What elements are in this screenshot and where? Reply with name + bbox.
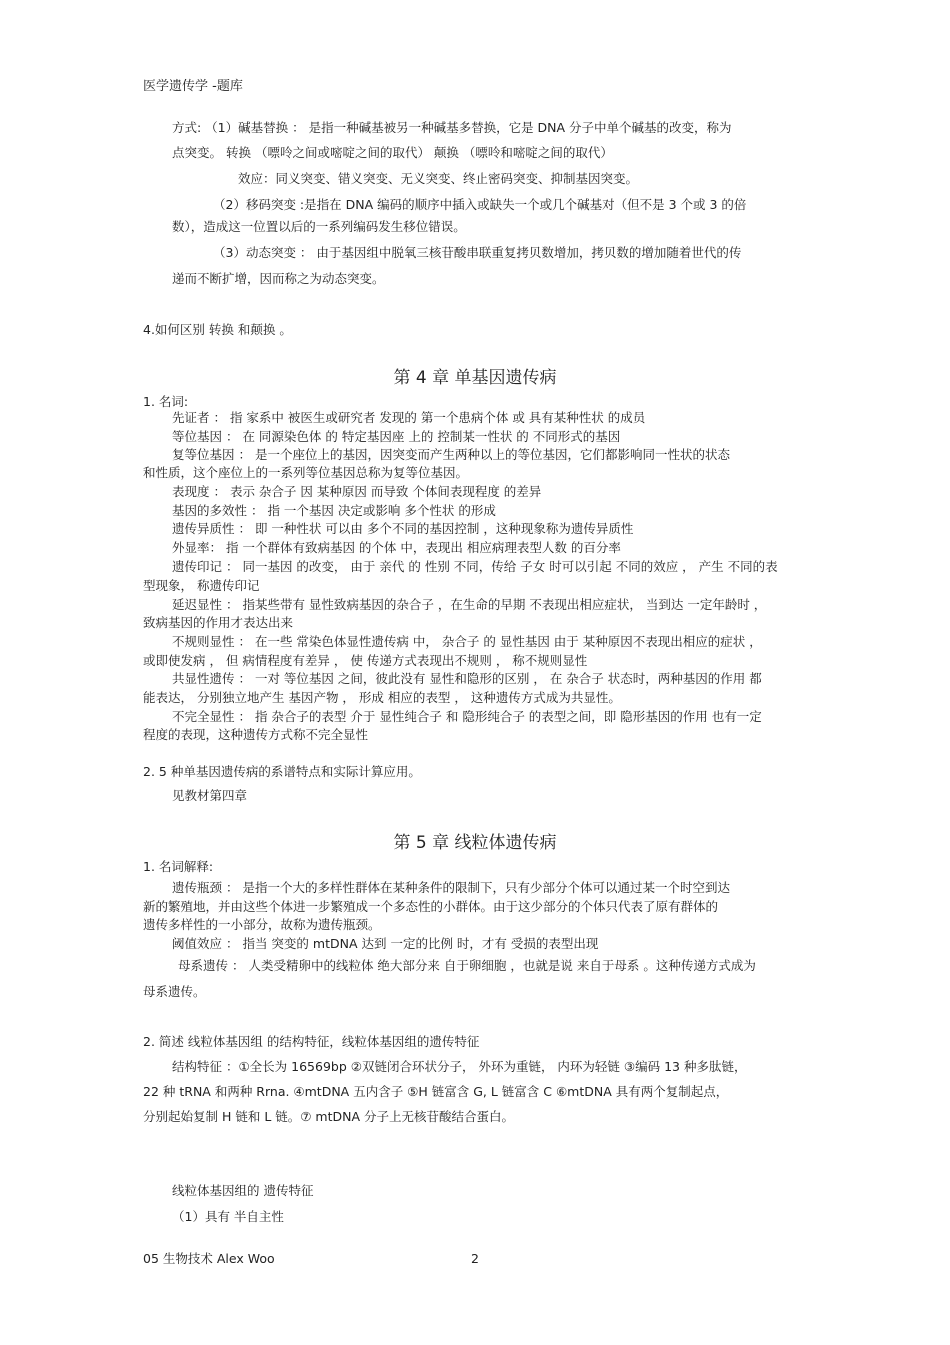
definition-line: 延迟显性 ： 指某些带有 显性致病基因的杂合子 ，在生命的早期 不表现出相应症状， 当到达 一定年龄时 ， — [172, 597, 767, 612]
page-number: 2 — [471, 1251, 479, 1266]
definition-line: 能表达， 分别独立地产生 基因产物 ， 形成 相应的表型 ， 这种遗传方式成为共显性。 — [143, 690, 621, 705]
definition-line: 型现象， 称遗传印记 — [143, 578, 260, 593]
text-line: 效应：同义突变、错义突变、无义突变、终止密码突变、抑制基因突变。 — [238, 171, 639, 186]
definition-line: 程度的表现，这种遗传方式称不完全显性 — [143, 727, 369, 742]
chapter-title: 第 4 章 单基因遗传病 — [393, 368, 557, 388]
page-header: 医学遗传学 -题库 — [143, 79, 243, 94]
definition-line: 共显性遗传 ： 一对 等位基因 之间，彼此没有 显性和隐形的区别 ， 在 杂合子 状态时，两种基因的作用 都 — [172, 671, 762, 686]
definition-line: 复等位基因 ： 是一个座位上的基因，因突变而产生两种以上的等位基因，它们都影响同一性状的状态 — [172, 447, 730, 462]
question-heading: 1. 名词解释: — [143, 859, 214, 874]
answer-text: （1）具有 半自主性 — [172, 1209, 284, 1224]
definition-line: 或即使发病 ， 但 病情程度有差异 ， 使 传递方式表现出不规则 ， 称不规则显性 — [143, 653, 588, 668]
answer-subheading: 线粒体基因组的 遗传特征 — [172, 1183, 314, 1198]
answer-text: 分别起始复制 H 链和 L 链。⑦ mtDNA 分子上无核苷酸结合蛋白。 — [143, 1109, 515, 1124]
text-line: （3）动态突变 ： 由于基因组中脱氧三核苷酸串联重复拷贝数增加，拷贝数的增加随着世代的传 — [213, 245, 742, 260]
answer-text: 22 种 tRNA 和两种 Rrna. ④mtDNA 五内含子 ⑤H 链富含 G, L 链富含 C ⑥mtDNA 具有两个复制起点， — [143, 1084, 729, 1099]
definition-line: 母系遗传。 — [143, 984, 206, 999]
answer-text: 结构特征 ：①全长为 16569bp ②双链闭合环状分子， 外环为重链， 内环为轻链 ③编码 13 种多肽链， — [172, 1059, 747, 1074]
definition-line: 先证者 ： 指 家系中 被医生或研究者 发现的 第一个患病个体 或 具有某种性状 的成员 — [172, 410, 646, 425]
definition-line: 母系遗传 ： 人类受精卵中的线粒体 绝大部分来 自于卵细胞 ，也就是说 来自于母系 。这种传递方式成为 — [178, 958, 756, 973]
text-line: （2）移码突变 :是指在 DNA 编码的顺序中插入或缺失一个或几个碱基对（但不是 3 个或 3 的倍 — [213, 197, 747, 212]
definition-line: 新的繁殖地，并由这些个体进一步繁殖成一个多态性的小群体。由于这少部分的个体只代表了原有群体的 — [143, 899, 719, 914]
definition-line: 遗传印记 ： 同一基因 的改变， 由于 亲代 的 性别 不同，传给 子女 时可以引起 不同的效应 ， 产生 不同的表 — [172, 559, 778, 574]
definition-line: 阈值效应 ： 指当 突变的 mtDNA 达到 一定的比例 时，才有 受损的表型出现 — [172, 936, 599, 951]
definition-line: 表现度 ： 表示 杂合子 因 某种原因 而导致 个体间表现程度 的差异 — [172, 484, 542, 499]
text-line: 递而不断扩增，因而称之为动态突变。 — [172, 271, 385, 286]
chapter-title: 第 5 章 线粒体遗传病 — [393, 833, 557, 853]
answer-text: 见教材第四章 — [172, 788, 248, 803]
definition-line: 不完全显性 ： 指 杂合子的表型 介于 显性纯合子 和 隐形纯合子 的表型之间，即 隐形基因的作用 也有一定 — [172, 709, 762, 724]
definition-line: 遗传异质性 ： 即 一种性状 可以由 多个不同的基因控制 ，这种现象称为遗传异质性 — [172, 521, 634, 536]
question-heading: 2. 简述 线粒体基因组 的结构特征，线粒体基因组的遗传特征 — [143, 1034, 480, 1049]
definition-line: 遗传瓶颈 ： 是指一个大的多样性群体在某种条件的限制下，只有少部分个体可以通过某一个时空到达 — [172, 880, 730, 895]
question-heading: 4.如何区别 转换 和颠换 。 — [143, 322, 292, 337]
definition-line: 和性质，这个座位上的一系列等位基因总称为复等位基因。 — [143, 465, 469, 480]
text-line: 方式: （1）碱基替换 ： 是指一种碱基被另一种碱基多替换，它是 DNA 分子中单个碱基的改变，称为 — [172, 120, 732, 135]
question-heading: 1. 名词: — [143, 394, 189, 409]
definition-line: 遗传多样性的一小部分，故称为遗传瓶颈。 — [143, 917, 381, 932]
question-heading: 2. 5 种单基因遗传病的系谱特点和实际计算应用。 — [143, 764, 421, 779]
definition-line: 不规则显性 ： 在一些 常染色体显性遗传病 中， 杂合子 的 显性基因 由于 某种原因不表现出相应的症状 ， — [172, 634, 762, 649]
footer-left: 05 生物技术 Alex Woo — [143, 1251, 275, 1266]
text-line: 点突变。 转换 （嘌呤之间或嘧啶之间的取代） 颠换 （嘌呤和嘧啶之间的取代） — [172, 145, 613, 160]
definition-line: 致病基因的作用才表达出来 — [143, 615, 294, 630]
definition-line: 外显率： 指 一个群体有致病基因 的个体 中，表现出 相应病理表型人数 的百分率 — [172, 540, 621, 555]
definition-line: 等位基因 ： 在 同源染色体 的 特定基因座 上的 控制某一性状 的 不同形式的基因 — [172, 429, 621, 444]
text-line: 数），造成这一位置以后的一系列编码发生移位错误。 — [172, 219, 466, 234]
definition-line: 基因的多效性 ： 指 一个基因 决定或影响 多个性状 的形成 — [172, 503, 496, 518]
